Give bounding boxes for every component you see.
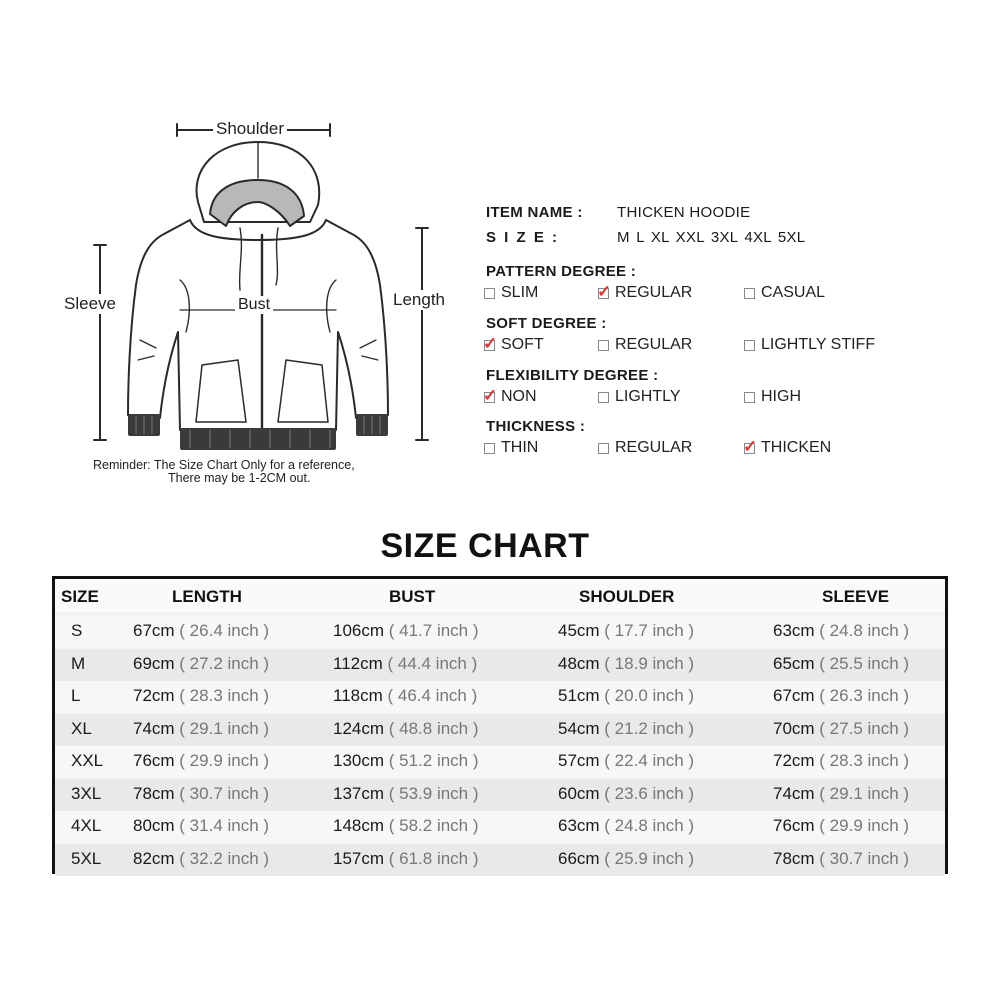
cell-bust (333, 686, 477, 706)
cell-inch-value: ( 25.9 inch ) (599, 848, 695, 868)
spec-option-label: HIGH (761, 388, 801, 405)
cell-shoulder (558, 784, 694, 804)
cell-sleeve (773, 719, 909, 739)
spec-option (483, 333, 544, 354)
cell-inch-value: ( 22.4 inch ) (599, 751, 695, 770)
table-row (55, 779, 945, 811)
table-row (55, 681, 945, 713)
table-row (55, 616, 945, 648)
cell-value: 60cm (558, 783, 600, 803)
cell-value: 4XL (71, 816, 102, 835)
cell-bust (333, 654, 477, 674)
checked-box-icon (483, 385, 498, 405)
cell-value: 65cm (773, 653, 815, 673)
cell-length (133, 784, 269, 804)
header-length: LENGTH (172, 587, 242, 606)
cell-value: 63cm (558, 816, 600, 835)
cell-size (71, 686, 80, 706)
cell-value: 69cm (133, 653, 175, 673)
spec-option (598, 336, 692, 354)
cell-inch-value: ( 29.9 inch ) (174, 751, 270, 770)
cell-sleeve (773, 654, 909, 674)
cell-inch-value: ( 58.2 inch ) (384, 816, 479, 835)
cell-inch-value: ( 53.9 inch ) (384, 783, 479, 803)
spec-group-title: PATTERN DEGREE : (486, 263, 637, 280)
cell-inch-value: ( 51.2 inch ) (384, 751, 479, 770)
cell-value: XXL (71, 751, 104, 770)
checkmark-icon: ✓ (597, 281, 612, 301)
cell-value: 76cm (773, 816, 815, 835)
cell-sleeve (773, 686, 909, 706)
spec-option-label: LIGHTLY (615, 388, 681, 405)
checked-box-icon (743, 436, 758, 456)
item-name-value: THICKEN HOODIE (617, 204, 751, 221)
table-row (55, 811, 945, 843)
cell-value: 72cm (133, 686, 175, 705)
cell-inch-value: ( 26.3 inch ) (814, 686, 910, 705)
cell-value: 82cm (133, 848, 175, 868)
spec-option (483, 385, 537, 406)
cell-value: XL (71, 718, 92, 738)
cell-inch-value: ( 61.8 inch ) (384, 848, 479, 868)
cell-length (133, 621, 269, 641)
checked-box-icon (597, 281, 612, 301)
cell-sleeve (773, 621, 909, 641)
cell-shoulder (558, 849, 694, 869)
checkbox-icon (744, 288, 755, 299)
checkmark-icon: ✓ (743, 436, 758, 456)
cell-inch-value: ( 28.3 inch ) (174, 686, 270, 705)
cell-value: 54cm (558, 718, 600, 738)
cell-value: 78cm (773, 848, 815, 868)
cell-sleeve (773, 816, 909, 836)
size-chart-table (52, 576, 948, 874)
spec-option (744, 336, 875, 354)
cell-bust (333, 849, 479, 869)
spec-option-label: THICKEN (761, 439, 832, 456)
cell-size (71, 751, 103, 771)
cell-inch-value: ( 17.7 inch ) (599, 621, 695, 640)
spec-option (744, 388, 801, 406)
spec-option-label: NON (501, 388, 537, 405)
cell-shoulder (558, 686, 694, 706)
cell-inch-value: ( 46.4 inch ) (382, 686, 478, 705)
spec-group-title: FLEXIBILITY DEGREE : (486, 367, 659, 384)
cell-size (71, 816, 101, 836)
cell-value: 74cm (773, 783, 815, 803)
cell-inch-value: ( 48.8 inch ) (384, 718, 479, 738)
checkbox-icon (484, 288, 495, 299)
spec-option-label: THIN (501, 439, 539, 456)
reminder-line-2: There may be 1-2CM out. (168, 471, 311, 485)
spec-option (598, 439, 692, 457)
checked-box-icon (483, 333, 498, 353)
cell-inch-value: ( 44.4 inch ) (382, 653, 478, 673)
spec-option-label: REGULAR (615, 336, 693, 353)
cell-value: S (71, 621, 83, 640)
cell-value: 118cm (333, 686, 383, 705)
cell-inch-value: ( 21.2 inch ) (599, 718, 695, 738)
cell-inch-value: ( 27.5 inch ) (814, 718, 910, 738)
cell-inch-value: ( 28.3 inch ) (814, 751, 910, 770)
table-header (55, 579, 945, 612)
cell-size (71, 849, 101, 869)
table-row (55, 714, 945, 746)
size-chart-title: SIZE CHART (380, 527, 590, 565)
cell-inch-value: ( 26.4 inch ) (174, 621, 270, 640)
cell-value: L (71, 686, 81, 705)
checkmark-icon: ✓ (483, 385, 498, 405)
cell-inch-value: ( 20.0 inch ) (599, 686, 695, 705)
cell-shoulder (558, 816, 694, 836)
spec-group-title: THICKNESS : (486, 418, 586, 435)
cell-inch-value: ( 29.9 inch ) (814, 816, 910, 835)
cell-value: M (71, 653, 86, 673)
cell-value: 148cm (333, 816, 385, 835)
cell-shoulder (558, 621, 694, 641)
cell-size (71, 784, 101, 804)
spec-option (484, 439, 538, 457)
checkbox-icon (598, 340, 609, 351)
cell-value: 5XL (71, 848, 102, 868)
cell-bust (333, 784, 479, 804)
table-row (55, 649, 945, 681)
cell-value: 112cm (333, 653, 383, 673)
cell-value: 57cm (558, 751, 600, 770)
cell-value: 67cm (133, 621, 175, 640)
cell-value: 106cm (333, 621, 385, 640)
cell-inch-value: ( 24.8 inch ) (814, 621, 910, 640)
cell-length (133, 751, 269, 771)
header-shoulder: SHOULDER (579, 587, 675, 606)
cell-value: 137cm (333, 783, 385, 803)
cell-value: 48cm (558, 653, 600, 673)
cell-bust (333, 621, 479, 641)
cell-shoulder (558, 751, 694, 771)
cell-inch-value: ( 31.4 inch ) (174, 816, 270, 835)
reminder-note (93, 459, 355, 485)
cell-inch-value: ( 30.7 inch ) (814, 848, 910, 868)
cell-value: 74cm (133, 718, 175, 738)
header-bust: BUST (389, 587, 436, 606)
header-size: SIZE (61, 587, 99, 606)
cell-inch-value: ( 32.2 inch ) (174, 848, 270, 868)
spec-group-title: SOFT DEGREE : (486, 315, 607, 332)
cell-length (133, 719, 269, 739)
cell-value: 63cm (773, 621, 815, 640)
header-sleeve: SLEEVE (822, 587, 890, 606)
spec-option (597, 281, 693, 302)
shoulder-label: Shoulder (213, 119, 287, 139)
cell-value: 78cm (133, 783, 175, 803)
size-values: M L XL XXL 3XL 4XL 5XL (617, 229, 806, 246)
cell-sleeve (773, 751, 909, 771)
cell-inch-value: ( 30.7 inch ) (174, 783, 270, 803)
cell-inch-value: ( 29.1 inch ) (814, 783, 910, 803)
cell-inch-value: ( 24.8 inch ) (599, 816, 695, 835)
table-row (55, 746, 945, 778)
cell-inch-value: ( 23.6 inch ) (599, 783, 695, 803)
cell-length (133, 654, 269, 674)
cell-length (133, 816, 269, 836)
bust-label: Bust (235, 296, 273, 314)
spec-option (743, 436, 832, 457)
spec-option (744, 284, 825, 302)
cell-value: 51cm (558, 686, 600, 705)
cell-value: 72cm (773, 751, 815, 770)
sleeve-label: Sleeve (61, 294, 119, 314)
cell-inch-value: ( 29.1 inch ) (174, 718, 270, 738)
cell-bust (333, 751, 479, 771)
spec-option-label: SOFT (501, 336, 544, 353)
checkbox-icon (744, 340, 755, 351)
spec-option (484, 284, 538, 302)
checkbox-icon (484, 443, 495, 454)
cell-length (133, 686, 269, 706)
cell-value: 66cm (558, 848, 600, 868)
size-label: S I Z E : (486, 229, 560, 246)
cell-inch-value: ( 41.7 inch ) (384, 621, 479, 640)
checkbox-icon (598, 392, 609, 403)
spec-option-label: SLIM (501, 284, 539, 301)
cell-sleeve (773, 784, 909, 804)
cell-length (133, 849, 269, 869)
reminder-line-1: Reminder: The Size Chart Only for a reference, (93, 458, 355, 472)
cell-inch-value: ( 25.5 inch ) (814, 653, 910, 673)
spec-option-label: REGULAR (615, 284, 693, 301)
cell-value: 80cm (133, 816, 175, 835)
cell-inch-value: ( 18.9 inch ) (599, 653, 695, 673)
cell-shoulder (558, 719, 694, 739)
cell-value: 157cm (333, 848, 385, 868)
cell-bust (333, 719, 479, 739)
cell-shoulder (558, 654, 694, 674)
cell-value: 67cm (773, 686, 815, 705)
cell-value: 76cm (133, 751, 175, 770)
checkbox-icon (744, 392, 755, 403)
cell-inch-value: ( 27.2 inch ) (174, 653, 270, 673)
cell-value: 45cm (558, 621, 600, 640)
cell-value: 3XL (71, 783, 102, 803)
cell-value: 70cm (773, 718, 815, 738)
checkbox-icon (598, 443, 609, 454)
checkmark-icon: ✓ (483, 333, 498, 353)
cell-size (71, 621, 82, 641)
spec-option-label: REGULAR (615, 439, 693, 456)
item-name-label: ITEM NAME : (486, 204, 583, 221)
spec-option (598, 388, 681, 406)
cell-size (71, 719, 92, 739)
cell-sleeve (773, 849, 909, 869)
cell-value: 124cm (333, 718, 385, 738)
spec-option-label: LIGHTLY STIFF (761, 336, 876, 353)
cell-value: 130cm (333, 751, 385, 770)
length-label: Length (390, 290, 448, 310)
cell-bust (333, 816, 479, 836)
spec-option-label: CASUAL (761, 284, 826, 301)
cell-size (71, 654, 85, 674)
table-row (55, 844, 945, 876)
